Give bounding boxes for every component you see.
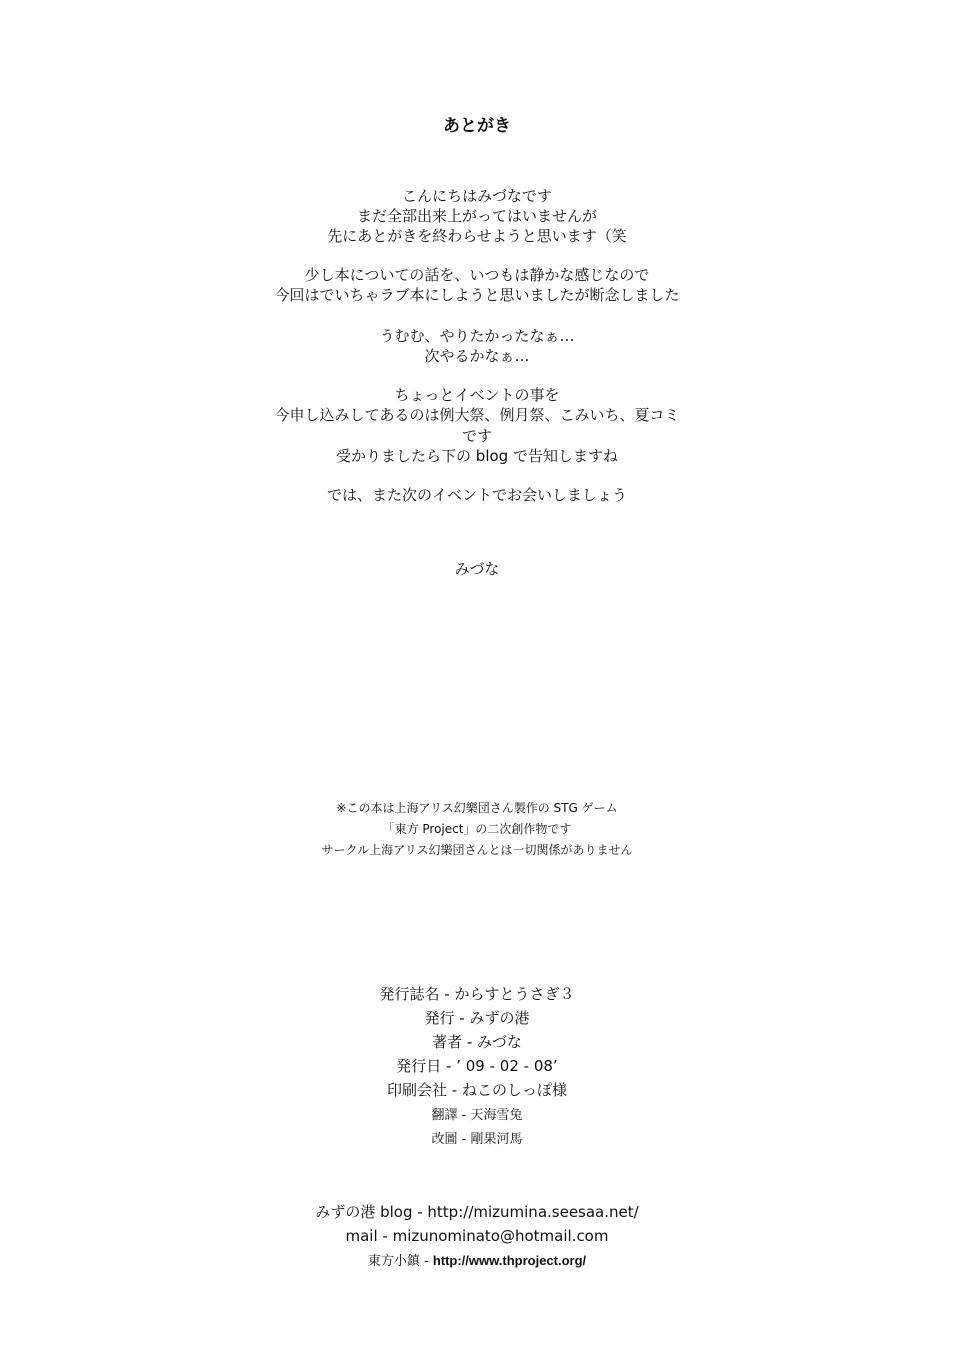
site-link <box>0 1254 954 1268</box>
afterword-line: まだ全部出来上がってはいませんが <box>356 207 597 225</box>
colophon-line: 発行 - みずの港 <box>424 1009 530 1027</box>
colophon-line: 翻譯 - 天海雪兔 <box>431 1108 523 1123</box>
afterword-line: ちょっとイベントの事を <box>394 386 560 404</box>
notice-line: 「東方 Project」の二次創作物です <box>382 822 572 836</box>
colophon-line: 発行日 - ’ 09 - 02 - 08’ <box>396 1057 558 1075</box>
colophon-line: 印刷会社 - ねこのしっぽ様 <box>387 1081 567 1099</box>
afterword-line: 受かりましたら下の blog で告知しますね <box>336 447 618 465</box>
author-signature: みづな <box>454 560 500 578</box>
site-label: 東方小鎮 - <box>367 1254 433 1269</box>
colophon-line: 著者 - みづな <box>432 1033 522 1051</box>
afterword-line: 今回はでいちゃラブ本にしようと思いましたが断念しました <box>274 286 680 304</box>
blog-link: みずの港 blog - http://mizumina.seesaa.net/ <box>315 1203 639 1221</box>
colophon-line: 発行誌名 - からすとうさぎ３ <box>379 985 575 1003</box>
page-title: あとがき <box>443 116 511 136</box>
notice-line: サークル上海アリス幻樂団さんとは一切関係がありません <box>321 843 633 857</box>
afterword-line: です <box>461 427 492 445</box>
afterword-line: 今申し込みしてあるのは例大祭、例月祭、こみいち、夏コミ <box>274 406 680 424</box>
afterword-line: 少し本についての話を、いつもは静かな感じなので <box>304 266 650 284</box>
site-url: http://www.thproject.org/ <box>432 1253 587 1268</box>
afterword-line: うむむ、やりたかったなぁ… <box>379 327 575 345</box>
notice-line: ※この本は上海アリス幻樂団さん製作の STG ゲーム <box>336 801 618 815</box>
colophon-line: 改圖 - 剛果河馬 <box>431 1132 523 1147</box>
mail-address: mail - mizunominato@hotmail.com <box>345 1227 609 1245</box>
afterword-line: こんにちはみづなです <box>402 187 552 205</box>
afterword-line: では、また次のイベントでお会いしましょう <box>326 486 627 504</box>
afterword-line: 次やるかなぁ… <box>424 347 530 365</box>
afterword-line: 先にあとがきを終わらせようと思います（笑 <box>327 227 627 245</box>
